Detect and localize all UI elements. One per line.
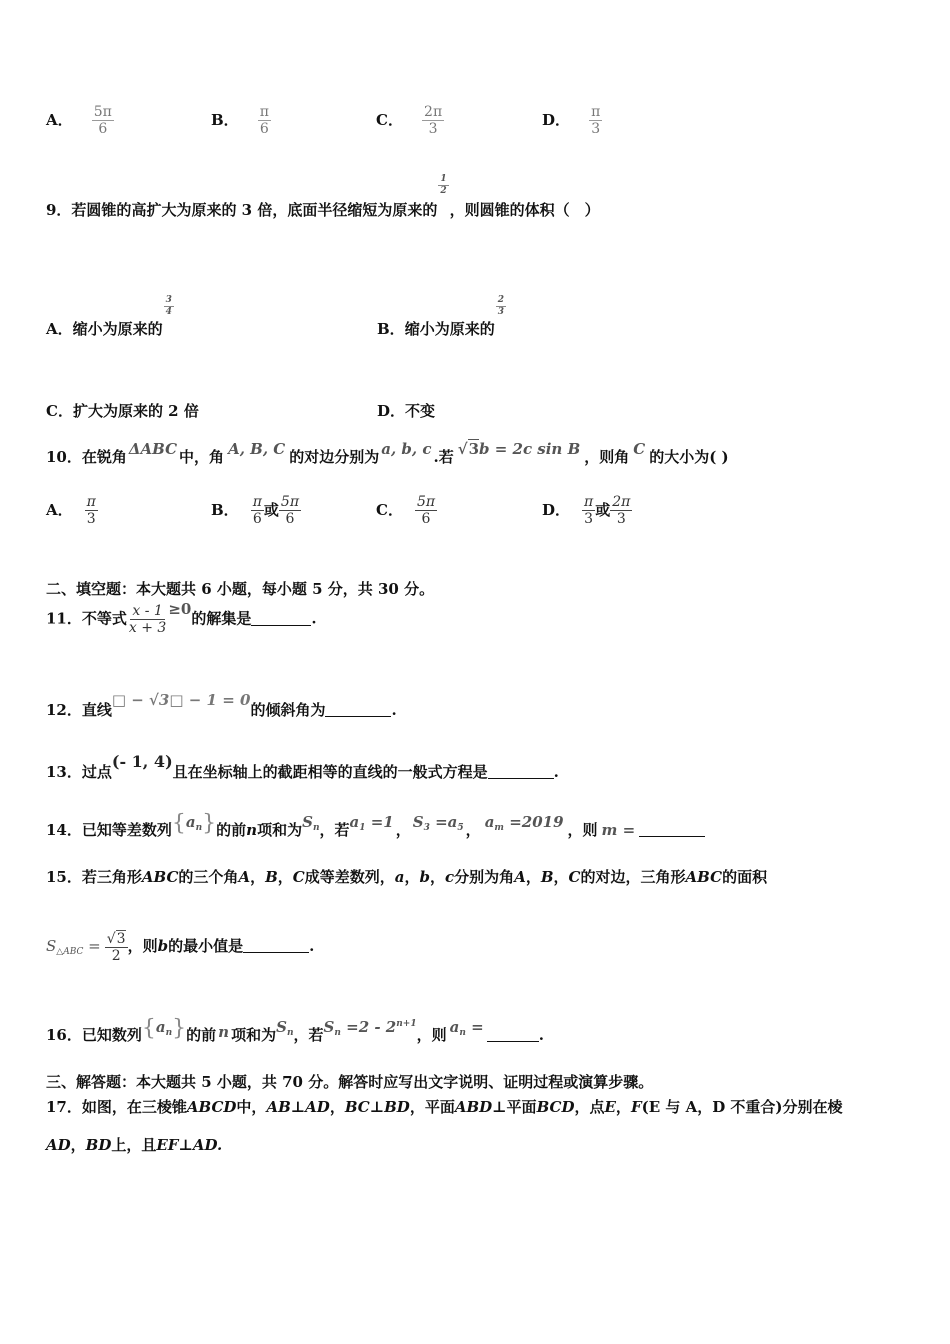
q9-stem-text: 9．若圆锥的高扩大为原来的 3 倍，底面半径缩短为原来的: [46, 201, 438, 219]
math-c-angle: C: [292, 868, 305, 886]
q10-option-c: [376, 494, 437, 527]
fraction: $\frac{\pi}{3}$: [584, 494, 594, 528]
fraction: $\frac{1}{2}$: [440, 174, 447, 196]
q10-text: ，则角: [584, 448, 630, 466]
q12: [46, 691, 397, 720]
answer-blank[interactable]: [488, 764, 554, 779]
var: a: [449, 1018, 460, 1036]
q17-text: ，点: [574, 1098, 605, 1116]
q9-option-d: [377, 400, 435, 421]
q10-text: 中，角: [179, 448, 225, 466]
option-label: D．: [377, 402, 406, 420]
q16-text: ，则: [416, 1026, 447, 1044]
option-text: 缩小为原来的: [404, 320, 495, 338]
q9-option-b: [377, 295, 506, 341]
q8-option-d: [542, 104, 602, 137]
option-label: A．: [46, 320, 73, 338]
math-abc: ABC: [685, 868, 723, 886]
option-label: A．: [46, 111, 73, 130]
q15-text: 分别为角: [454, 868, 515, 886]
q15-text: 的最小值是: [168, 937, 244, 956]
q17-text: (E 与 A，D 不重合): [641, 1098, 783, 1116]
var: S: [412, 813, 424, 831]
period: .: [553, 763, 559, 781]
fraction: $\frac{\pi}{3}$: [591, 104, 601, 138]
answer-blank[interactable]: [325, 702, 391, 717]
var: S: [276, 1018, 287, 1036]
answer-blank[interactable]: [243, 938, 309, 953]
math-point: E: [604, 1098, 616, 1116]
option-label: B．: [377, 320, 405, 338]
period: .: [391, 701, 397, 719]
answer-blank[interactable]: [251, 611, 311, 626]
math-c: C: [633, 440, 646, 458]
q13: [46, 752, 559, 782]
q11-text: 11．不等式: [46, 609, 127, 628]
q15-text: 的面积: [722, 868, 768, 886]
comma: ，: [404, 868, 420, 886]
math-am: [485, 813, 564, 831]
math-c: c: [445, 868, 455, 886]
var: S: [46, 937, 57, 956]
fraction: $\frac{5\pi}{6}$: [280, 494, 300, 528]
math-edge: AD: [46, 1136, 71, 1154]
equation: =a: [435, 813, 458, 831]
math-s3: [413, 813, 464, 831]
q17-text: 中，: [236, 1098, 267, 1116]
q10-text: .若: [433, 448, 454, 466]
math-a: a: [394, 868, 405, 886]
subscript: 5: [457, 823, 464, 833]
q13-text: 13．过点: [46, 763, 112, 781]
math-sn: [302, 813, 319, 831]
var: a: [484, 813, 495, 831]
math-area: [46, 937, 101, 958]
subscript: n: [286, 1028, 294, 1038]
equation-rest: b = 2c sin B: [479, 440, 581, 458]
q14-text: ，若: [319, 821, 350, 839]
q14: 14．已知等差数列$\{a_n\}$的前n项和为$S_n$，若$a_1 =1$ ， $S_3 =a_5$ ， $a_m =2019$ ，则 m =: [46, 819, 705, 844]
comma: ，: [250, 868, 266, 886]
or-text: 或: [595, 501, 611, 520]
math-sides: a, b, c: [381, 440, 432, 458]
fraction: $\frac{x - 1}{x + 3}$: [128, 603, 167, 637]
equals: =: [88, 937, 101, 956]
option-text: 不变: [405, 402, 436, 420]
q15-line2: [46, 930, 314, 964]
subscript: n: [195, 823, 203, 833]
q16-text: 项和为: [231, 1026, 277, 1044]
section-3-heading: 三、解答题：本大题共 5 小题，共 70 分。解答时应写出文字说明、证明过程或演算步骤。: [46, 1073, 654, 1091]
option-label: B．: [211, 111, 239, 130]
math-m: m =: [601, 821, 636, 839]
q9-option-c: [46, 400, 199, 421]
q8-option-a: [46, 104, 114, 137]
q8-option-b: [211, 104, 271, 137]
period: .: [309, 937, 315, 956]
q11-text: 的解集是: [191, 609, 252, 628]
q15-text: 成等差数列，: [304, 868, 395, 886]
math-n: n: [246, 821, 258, 839]
math-a1: [350, 813, 394, 831]
q16-text: 的前: [186, 1026, 217, 1044]
math-an: [186, 813, 202, 831]
math-a-angle: A: [514, 868, 526, 886]
subscript: n: [459, 1028, 466, 1038]
fraction: $\frac{2\pi}{3}$: [612, 494, 631, 528]
subscript: n: [312, 823, 320, 833]
math-plane: ABD: [454, 1098, 493, 1116]
fraction: $\frac{3}{4}$: [165, 295, 172, 317]
equation: =2019: [509, 813, 564, 831]
subscript: m: [494, 823, 504, 833]
sqrt-radicand: 3: [468, 440, 479, 458]
q17-text: 17．如图，在三棱锥: [46, 1098, 187, 1116]
math-b: b: [419, 868, 431, 886]
q10-option-a: [46, 494, 98, 527]
equation: =2 - 2: [346, 1018, 397, 1036]
option-label: A．: [46, 501, 73, 520]
or-text: 或: [263, 501, 279, 520]
comma: ，: [525, 868, 541, 886]
comma: ，: [70, 1136, 86, 1154]
math-b-angle: B: [265, 868, 278, 886]
math-sn: [276, 1018, 293, 1036]
math-condition: AB⊥AD: [266, 1098, 330, 1116]
math-equation: [324, 1018, 417, 1036]
q8-option-c: [376, 104, 444, 137]
math-point: F: [630, 1098, 642, 1116]
q16: [46, 1016, 544, 1049]
q14-text: 的前: [216, 821, 247, 839]
q12-text: 的倾斜角为: [250, 701, 326, 719]
math-an-eq: [450, 1018, 484, 1036]
math-n: n: [218, 1023, 230, 1041]
sqrt-radicand: 3: [116, 931, 126, 947]
option-label: B．: [211, 501, 239, 520]
math-c-angle: C: [568, 868, 581, 886]
answer-blank[interactable]: [639, 822, 705, 837]
option-label: C．: [376, 501, 403, 520]
q10-stem: [46, 440, 729, 467]
math-equation: √3b = 2c sin B: [457, 440, 581, 458]
q17-line2: [46, 1134, 222, 1155]
math-plane: BCD: [536, 1098, 575, 1116]
q17-text: ⊥平面: [492, 1098, 537, 1116]
var: a: [155, 1018, 166, 1036]
var: S: [323, 1018, 335, 1036]
period: .: [538, 1026, 544, 1044]
var: a: [185, 813, 196, 831]
math-triangle: ΔABC: [128, 440, 178, 458]
math-angles: A, B, C: [228, 440, 286, 458]
q9-stem: [46, 174, 600, 222]
q9-stem-text: ，则圆锥的体积（ ）: [449, 201, 600, 219]
q15-text: 的对边，三角形: [580, 868, 686, 886]
q17-text: 分别在棱: [782, 1098, 843, 1116]
superscript: n+1: [396, 1019, 417, 1029]
math-a-angle: A: [238, 868, 251, 886]
math-edge: BD: [85, 1136, 112, 1154]
answer-blank[interactable]: [487, 1027, 539, 1042]
option-label: C．: [46, 402, 73, 420]
comma: ，: [277, 868, 293, 886]
q17-text: 上，且: [111, 1136, 157, 1154]
fraction: $\frac{5\pi}{6}$: [416, 494, 436, 528]
math-condition: EF⊥AD.: [156, 1136, 223, 1154]
q15-text: 的三个角: [178, 868, 239, 886]
fraction: $\frac{5\pi}{6}$: [93, 104, 112, 138]
q14-text: 项和为: [257, 821, 303, 839]
fraction: $\frac{\pi}{6}$: [259, 104, 269, 138]
subscript: 3: [423, 823, 430, 833]
fraction: $\frac{\pi}{6}$: [252, 494, 262, 528]
q10-text: 10．在锐角: [46, 448, 127, 466]
q10-option-d: [542, 494, 632, 527]
fraction: $\frac{2}{3}$: [497, 295, 504, 317]
comma: ，: [329, 1098, 345, 1116]
math-b: b: [157, 937, 169, 956]
var: S: [302, 813, 313, 831]
comma: ，: [615, 1098, 631, 1116]
comma: ，: [430, 868, 446, 886]
q9-option-a: [46, 295, 174, 341]
option-label: D．: [542, 501, 571, 520]
right-brace-icon: }: [172, 1016, 187, 1041]
q15-text: 15．若三角形: [46, 868, 142, 886]
period: .: [311, 609, 317, 628]
option-label: C．: [376, 111, 403, 130]
option-text: 缩小为原来的: [72, 320, 163, 338]
fraction: $\frac{\pi}{3}$: [86, 494, 96, 528]
q17-text: ，平面: [409, 1098, 455, 1116]
math-b-angle: B: [540, 868, 554, 886]
math-condition: BC⊥BD: [344, 1098, 410, 1116]
equation: =1: [370, 813, 394, 831]
left-brace-icon: {: [141, 1016, 156, 1041]
q15-text: ，则: [127, 937, 158, 956]
q11: [46, 599, 317, 637]
equals: =: [471, 1018, 484, 1036]
q10-option-b: [211, 494, 301, 527]
q14-text: 14．已知等差数列: [46, 821, 172, 839]
subscript: n: [334, 1028, 341, 1038]
subscript: n: [165, 1028, 173, 1038]
q15-line1: [46, 866, 767, 887]
q14-text: ，则: [567, 821, 598, 839]
option-text: 扩大为原来的 2 倍: [72, 402, 199, 420]
q10-text: 的大小为( ): [649, 448, 729, 466]
section-2-heading: 二、填空题：本大题共 6 小题，每小题 5 分，共 30 分。: [46, 580, 435, 598]
math-an: [156, 1018, 172, 1036]
q16-text: 16．已知数列: [46, 1026, 142, 1044]
subscript: 1: [359, 823, 366, 833]
var: a: [349, 813, 360, 831]
fraction: $\frac{√3}{2}$: [106, 931, 126, 965]
fraction: $\frac{2\pi}{3}$: [424, 104, 443, 138]
math-abc: ABC: [141, 868, 179, 886]
math-ge: ≥0: [168, 599, 192, 618]
right-brace-icon: }: [202, 811, 217, 836]
math-equation: □ − √3□ − 1 = 0: [111, 691, 251, 709]
q16-text: ，若: [293, 1026, 324, 1044]
q12-text: 12．直线: [46, 701, 112, 719]
math-point: (- 1, 4): [111, 752, 173, 771]
q17-line1: [46, 1096, 843, 1117]
subscript: △ABC: [56, 947, 84, 958]
math-abcd: ABCD: [186, 1098, 237, 1116]
left-brace-icon: {: [171, 811, 186, 836]
comma: ，: [553, 868, 569, 886]
q13-text: 且在坐标轴上的截距相等的直线的一般式方程是: [172, 763, 488, 781]
option-label: D．: [542, 111, 571, 130]
q10-text: 的对边分别为: [289, 448, 380, 466]
